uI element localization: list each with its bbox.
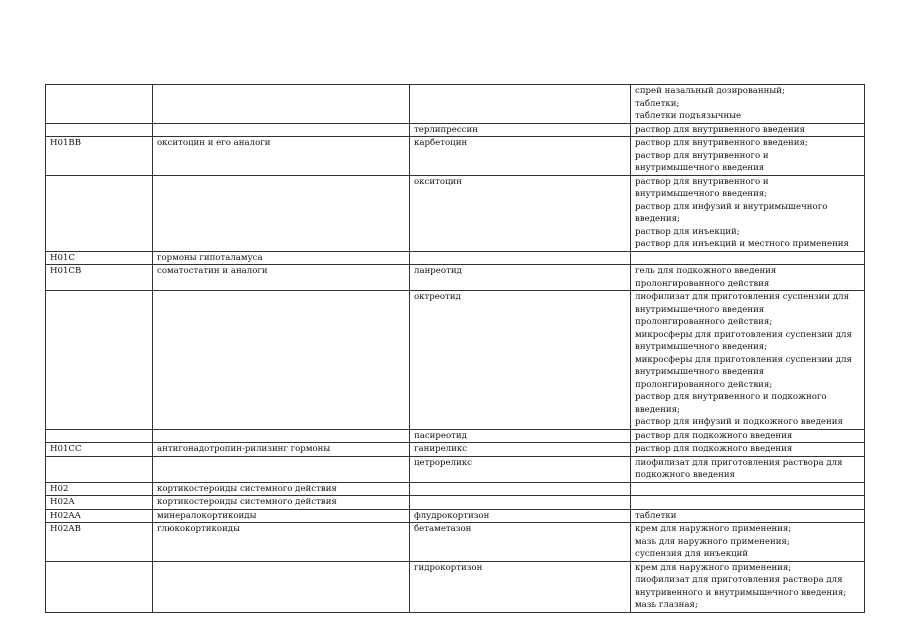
dosage-form-line: мазь глазная;: [635, 600, 698, 610]
dosage-form-line: введения;: [635, 214, 680, 224]
atc-group-cell: антигонадотропин-рилизинг гормоны: [153, 443, 410, 457]
atc-code-cell: [46, 123, 153, 137]
dosage-forms-cell: [631, 509, 865, 523]
dosage-forms-cell: [631, 291, 865, 430]
table-row: [46, 291, 865, 430]
dosage-form-line: крем для наружного применения;: [635, 562, 792, 573]
atc-code-cell: H01C: [46, 251, 153, 265]
dosage-form-line: раствор для внутривенного и: [635, 176, 769, 187]
drug-name-cell: ланреотид: [410, 265, 631, 291]
atc-code-cell: H01BB: [46, 137, 153, 176]
dosage-form-line: мазь для наружного применения;: [635, 536, 790, 547]
dosage-form-line: раствор для подкожного введения: [635, 444, 793, 454]
table-row: [46, 265, 865, 291]
dosage-form-line: микросферы для приготовления суспензии для: [635, 329, 852, 340]
dosage-form-line: лиофилизат для приготовления раствора для: [635, 575, 843, 585]
atc-code-cell: H02A: [46, 496, 153, 510]
dosage-form-line: раствор для внутривенного введения: [635, 124, 805, 135]
dosage-forms-cell: [631, 265, 865, 291]
dosage-form-line: раствор для подкожного введения: [635, 430, 793, 441]
drug-name-cell: ганиреликс: [410, 443, 631, 457]
dosage-forms-cell: [631, 123, 865, 137]
drug-name-cell: [410, 496, 631, 510]
dosage-form-line: лиофилизат для приготовления суспензии для: [635, 292, 850, 302]
drug-name-cell: гидрокортизон: [410, 561, 631, 612]
atc-group-cell: [153, 429, 410, 443]
atc-code-cell: [46, 456, 153, 482]
table-body: [46, 85, 865, 613]
table-row: [46, 443, 865, 457]
atc-group-cell: [153, 85, 410, 124]
drug-name-cell: октреотид: [410, 291, 631, 430]
drug-name-cell: [410, 251, 631, 265]
atc-code-cell: H02AB: [46, 523, 153, 562]
atc-code-cell: H02AA: [46, 509, 153, 523]
drug-name-cell: пасиреотид: [410, 429, 631, 443]
dosage-form-line: раствор для инфузий и подкожного введения: [635, 417, 843, 427]
dosage-form-line: внутримышечного введения;: [635, 189, 768, 199]
table-row: [46, 456, 865, 482]
atc-group-cell: соматостатин и аналоги: [153, 265, 410, 291]
dosage-forms-cell: [631, 85, 865, 124]
dosage-form-line: таблетки;: [635, 98, 680, 109]
atc-group-cell: [153, 123, 410, 137]
dosage-form-line: раствор для инъекций и местного применения: [635, 239, 849, 249]
dosage-form-line: подкожного введения: [635, 470, 735, 480]
dosage-form-line: внутримышечного введения: [635, 367, 765, 377]
dosage-form-line: лиофилизат для приготовления раствора для: [635, 457, 843, 468]
drug-name-cell: карбетоцин: [410, 137, 631, 176]
drug-name-cell: бетаметазон: [410, 523, 631, 562]
dosage-form-line: внутримышечного введения: [635, 304, 765, 315]
drug-name-cell: [410, 85, 631, 124]
dosage-forms-cell: [631, 523, 865, 562]
dosage-form-line: раствор для внутривенного введения;: [635, 138, 808, 148]
dosage-form-line: введения;: [635, 404, 680, 415]
dosage-form-line: пролонгированного действия: [635, 278, 770, 289]
table-row: [46, 137, 865, 176]
dosage-forms-cell: [631, 496, 865, 510]
atc-code-cell: [46, 561, 153, 612]
drug-name-cell: окситоцин: [410, 175, 631, 251]
atc-group-cell: [153, 291, 410, 430]
dosage-forms-cell: [631, 443, 865, 457]
atc-code-cell: [46, 175, 153, 251]
dosage-form-line: раствор для инфузий и внутримышечного: [635, 201, 828, 212]
atc-group-cell: кортикостероиды системного действия: [153, 496, 410, 510]
atc-group-cell: глюкокортикоиды: [153, 523, 410, 562]
table-row: [46, 496, 865, 510]
dosage-form-line: раствор для инъекций;: [635, 226, 740, 237]
table-row: [46, 561, 865, 612]
table-row: [46, 251, 865, 265]
atc-group-cell: [153, 561, 410, 612]
dosage-form-line: пролонгированного действия;: [635, 379, 773, 390]
atc-group-cell: гормоны гипоталамуса: [153, 251, 410, 265]
dosage-forms-cell: [631, 429, 865, 443]
table-row: [46, 509, 865, 523]
dosage-forms-cell: [631, 482, 865, 496]
atc-group-cell: кортикостероиды системного действия: [153, 482, 410, 496]
drug-table: [45, 84, 865, 613]
dosage-forms-cell: [631, 456, 865, 482]
dosage-form-line: таблетки: [635, 510, 677, 521]
atc-code-cell: [46, 85, 153, 124]
dosage-form-line: крем для наружного применения;: [635, 524, 792, 534]
table-row: [46, 523, 865, 562]
dosage-form-line: гель для подкожного введения: [635, 266, 777, 276]
dosage-form-line: микросферы для приготовления суспензии для: [635, 354, 852, 365]
drug-name-cell: флудрокортизон: [410, 509, 631, 523]
atc-group-cell: минералокортикоиды: [153, 509, 410, 523]
table-row: [46, 482, 865, 496]
dosage-form-line: внутримышечного введения: [635, 163, 765, 173]
atc-group-cell: [153, 175, 410, 251]
dosage-forms-cell: [631, 137, 865, 176]
dosage-form-line: раствор для внутривенного и: [635, 150, 769, 161]
atc-code-cell: H01CC: [46, 443, 153, 457]
dosage-form-line: таблетки подъязычные: [635, 111, 742, 121]
dosage-form-line: пролонгированного действия;: [635, 317, 773, 327]
table-row: [46, 429, 865, 443]
atc-code-cell: [46, 291, 153, 430]
dosage-form-line: внутримышечного введения;: [635, 342, 768, 352]
dosage-form-line: спрей назальный дозированный;: [635, 86, 785, 96]
drug-name-cell: терлипрессин: [410, 123, 631, 137]
atc-code-cell: H01CB: [46, 265, 153, 291]
dosage-forms-cell: [631, 175, 865, 251]
table-row: [46, 123, 865, 137]
table-row: [46, 175, 865, 251]
atc-group-cell: [153, 456, 410, 482]
table-row: [46, 85, 865, 124]
dosage-form-line: внутривенного и внутримышечного введения;: [635, 587, 847, 598]
dosage-forms-cell: [631, 251, 865, 265]
drug-name-cell: цетрореликс: [410, 456, 631, 482]
atc-code-cell: [46, 429, 153, 443]
atc-code-cell: H02: [46, 482, 153, 496]
dosage-forms-cell: [631, 561, 865, 612]
atc-group-cell: окситоцин и его аналоги: [153, 137, 410, 176]
dosage-form-line: суспензия для инъекций: [635, 549, 749, 559]
drug-name-cell: [410, 482, 631, 496]
dosage-form-line: раствор для внутривенного и подкожного: [635, 392, 827, 402]
